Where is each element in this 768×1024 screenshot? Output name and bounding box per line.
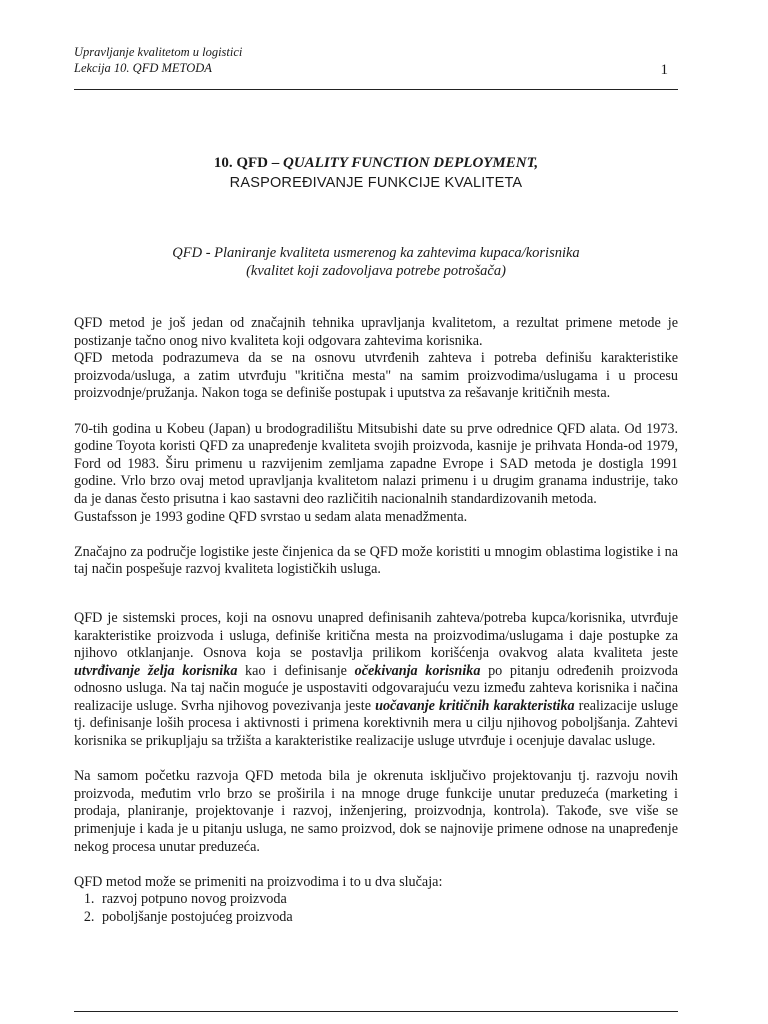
- paragraph-intro: QFD metod je još jedan od značajnih tehnika upravljanja kvalitetom, a rezultat primene metode je postizanje tačno onog nivo kvaliteta koji odgovara zahtevima korisnika.: [74, 315, 678, 349]
- p6-part-a: QFD je sistemski proces, koji na osnovu unapred definisanih zahteva/potreba kupca/korisnika, utvrđuje karakteristike proizvoda i usluga, definiše kritična mesta na proizvodima/uslugama i daje postupke za njihovo otklanjanje. Osnova koja se postavlja prilikom korišćenja ovakvog alata kvaliteta jeste: [74, 609, 678, 662]
- paragraph-definition: QFD metoda podrazumeva da se na osnovu utvrđenih zahteva i potreba definišu karakteristike proizvoda/usluga, a zatim utvrđuju "kritična mesta" na samim proizvodima/uslugama i u procesu proizvodnje/pružanja. Nakon toga se definiše postupak i uputstva za rešavanje kritičnih mesta.: [74, 350, 678, 402]
- p6-part-g: realizacije usluge tj. definisanje loših procesa i aktivnosti i primena korektivnih mera u cilju njihovog poboljšanja. Zahtevi korisnika se prikupljaju sa tržišta a karakteristike realizacije usluge utvrđuje i ocenjuje davalac usluge.: [74, 697, 679, 750]
- cases-list: [74, 891, 678, 926]
- section-subtitle: [74, 244, 678, 280]
- body-text: [74, 315, 678, 927]
- header-lesson: Lekcija 10. QFD METODA: [74, 61, 212, 75]
- section-subtitle-line2: (kvalitet koji zadovoljava potrebe potrošača): [246, 263, 506, 279]
- paragraph-cases-intro: QFD metod može se primeniti na proizvodima i to u dva slučaja:: [74, 873, 443, 890]
- title-prefix: 10. QFD –: [213, 155, 283, 171]
- p6-emphasis-critical: uočavanje kritičnih karakteristika: [375, 697, 575, 714]
- paragraph-development: Na samom početku razvoja QFD metoda bila je okrenuta isključivo projektovanju tj. razvoju novih proizvoda, međutim vrlo brzo se proširila i na mnoge druge funkcije unutar preduzeća (marketing i prodaja, planiranje, projektovanje i razvoj, inženjering, proizvodnja, kontrola). Takođe, sve više se primenjuje i kada je u pitanju usluga, ne samo proizvod, dok se najnovije primene odnose na unapređenje nekog procesa unutar preduzeća.: [74, 768, 678, 855]
- document-title: [74, 153, 678, 173]
- page-header: [74, 44, 678, 76]
- p6-emphasis-expectations: očekivanja korisnika: [354, 662, 481, 679]
- paragraph-system-process: [74, 610, 678, 751]
- page-number: 1: [660, 62, 668, 78]
- list-item: 2. poboljšanje postojućeg proizvoda: [98, 909, 678, 927]
- list-item: 1. razvoj potpuno novog proizvoda: [98, 891, 678, 909]
- footer-divider: [74, 1011, 678, 1012]
- p6-part-c: kao i definisanje: [237, 662, 355, 679]
- paragraph-logistics: Značajno za područje logistike jeste činjenica da se QFD može koristiti u mnogim oblastima logistike i na taj način pospešuje razvoj kvaliteta logističkih usluga.: [74, 543, 678, 578]
- p6-part-e: po pitanju određenih proizvoda odnosno usluga. Na taj način moguće je uspostaviti odgovarajuću vezu između zahteva korisnika i načina realizacije usluge. Svrha njihovog povezivanja jeste: [74, 662, 678, 714]
- section-subtitle-line1: QFD - Planiranje kvaliteta usmerenog ka zahtevima kupaca/korisnika: [172, 245, 580, 261]
- p6-emphasis-wishes: utvrđivanje želja korisnika: [74, 662, 238, 679]
- paragraph-gustafsson: Gustafsson je 1993 godine QFD svrstao u sedam alata menadžmenta.: [74, 508, 468, 525]
- header-divider: [74, 89, 678, 90]
- document-subtitle: RASPOREĐIVANJE FUNKCIJE KVALITETA: [229, 175, 523, 191]
- title-block: [74, 153, 678, 193]
- header-course: Upravljanje kvalitetom u logistici: [74, 45, 243, 59]
- paragraph-history: 70-tih godina u Kobeu (Japan) u brodogradilištu Mitsubishi date su prve odrednice QFD alata. Od 1973. godine Toyota koristi QFD za unapređenje kvaliteta svojih proizvoda, kasnije je prihvata Honda-od 1979, Ford od 1983. Širu primenu u razvijenim zemljama zapadne Evrope i SAD metoda je dostigla 1991 godine. Vrlo brzo ovaj metod upravljanja kvalitetom nalazi primenu i u drugim granama industrije, tako da je danas često prisutna i kao sastavni deo različitih nacionalnih standardizovanih metoda.: [74, 420, 678, 507]
- title-italic: QUALITY FUNCTION DEPLOYMENT,: [283, 155, 539, 171]
